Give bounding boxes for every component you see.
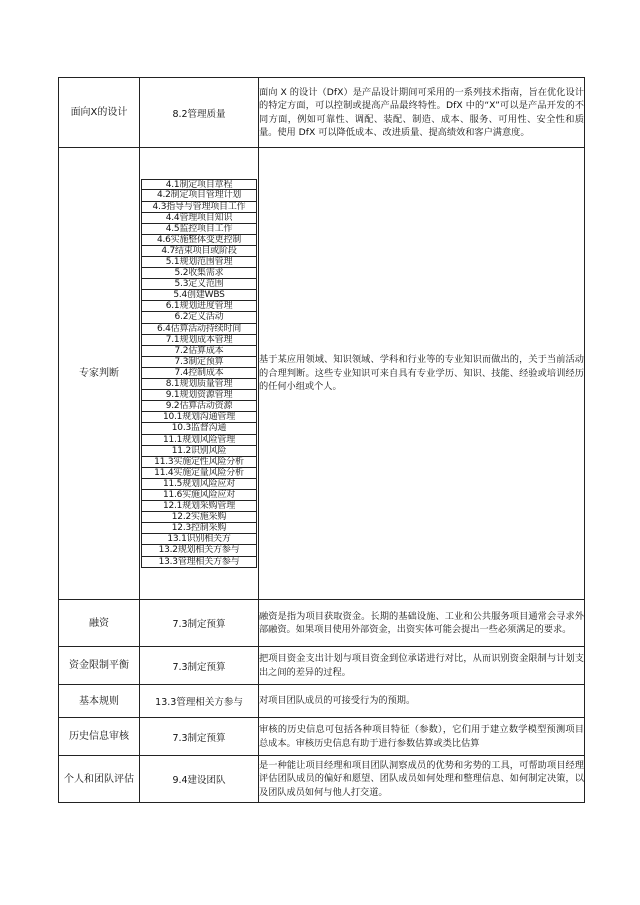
process-item: 5.4创建WBS (141, 290, 257, 301)
technique-description: 融资是指为项目获取资金。长期的基础设施、工业和公共服务项目通常会寻求外部融资。如果项目使用外部资金，出资实体可能会提出一些必须满足的要求。 (259, 600, 585, 647)
process-name: 7.3制定预算 (140, 600, 259, 647)
process-name: 8.2管理质量 (140, 78, 259, 148)
technique-description: 把项目资金支出计划与项目资金到位承诺进行对比，从而识别资金限制与计划支出之间的差异的过程。 (259, 647, 585, 685)
process-item: 12.3控制采购 (141, 523, 257, 534)
process-item: 11.3实施定性风险分析 (141, 457, 257, 468)
table-row (59, 148, 585, 600)
process-item: 7.2估算成本 (141, 346, 257, 357)
technique-name: 个人和团队评估 (59, 756, 140, 803)
process-item: 6.4估算活动持续时间 (141, 324, 257, 335)
technique-description: 对项目团队成员的可接受行为的预期。 (259, 685, 585, 718)
process-name: 9.4建设团队 (140, 756, 259, 803)
process-item: 9.2估算活动资源 (141, 401, 257, 412)
tools-techniques-table (58, 77, 585, 803)
technique-description: 面向 X 的设计（DfX）是产品设计期间可采用的一系列技术指南，旨在优化设计的特定方面，可以控制或提高产品最终特性。DfX 中的“X”可以是产品开发的不同方面，例如可靠性、调配、装配、制造、成本、服务、可用性、安全性和质量。使用 DfX 可以降低成本、改进质量、提高绩效和客户满意度。 (259, 78, 585, 148)
table-row (59, 600, 585, 647)
process-item: 10.1规划沟通管理 (141, 412, 257, 423)
process-item: 10.3监督沟通 (141, 423, 257, 434)
process-item: 11.4实施定量风险分析 (141, 468, 257, 479)
technique-name: 面向X的设计 (59, 78, 140, 148)
process-item: 4.6实施整体变更控制 (141, 235, 257, 246)
process-item: 5.2收集需求 (141, 268, 257, 279)
process-list (141, 179, 257, 567)
process-name: 7.3制定预算 (140, 718, 259, 756)
table-row (59, 78, 585, 148)
process-item: 11.2识别风险 (141, 446, 257, 457)
process-item: 8.1规划质量管理 (141, 379, 257, 390)
table-row (59, 685, 585, 718)
process-item: 13.2规划相关方参与 (141, 545, 257, 556)
table-row (59, 718, 585, 756)
process-item: 4.2制定项目管理计划 (141, 190, 257, 201)
process-name: 7.3制定预算 (140, 647, 259, 685)
process-item: 4.7结束项目或阶段 (141, 246, 257, 257)
technique-description: 基于某应用领域、知识领域、学科和行业等的专业知识而做出的，关于当前活动的合理判断。这些专业知识可来自具有专业学历、知识、技能、经验或培训经历的任何小组或个人。 (259, 148, 585, 600)
process-item: 5.1规划范围管理 (141, 257, 257, 268)
process-item: 7.4控制成本 (141, 368, 257, 379)
technique-description: 审核的历史信息可包括各种项目特征（参数），它们用于建立数学模型预测项目总成本。审核历史信息有助于进行参数估算或类比估算 (259, 718, 585, 756)
process-item: 9.1规划资源管理 (141, 390, 257, 401)
process-item: 4.1制定项目章程 (141, 179, 257, 190)
technique-description: 是一种能让项目经理和项目团队洞察成员的优势和劣势的工具，可帮助项目经理评估团队成员的偏好和愿望、团队成员如何处理和整理信息、如何制定决策，以及团队成员如何与他人打交道。 (259, 756, 585, 803)
technique-name: 资金限制平衡 (59, 647, 140, 685)
process-item: 12.1规划采购管理 (141, 501, 257, 512)
process-item: 5.3定义范围 (141, 279, 257, 290)
process-item: 7.3制定预算 (141, 357, 257, 368)
table-row (59, 647, 585, 685)
table-row (59, 756, 585, 803)
process-name: 13.3管理相关方参与 (140, 685, 259, 718)
process-item: 4.5监控项目工作 (141, 224, 257, 235)
process-item: 11.6实施风险应对 (141, 490, 257, 501)
process-item: 13.1识别相关方 (141, 534, 257, 545)
process-item: 13.3管理相关方参与 (141, 557, 257, 568)
process-item: 7.1规划成本管理 (141, 335, 257, 346)
process-item: 6.2定义活动 (141, 312, 257, 323)
technique-name: 融资 (59, 600, 140, 647)
technique-name: 专家判断 (59, 148, 140, 600)
process-item: 4.3指导与管理项目工作 (141, 202, 257, 213)
process-item: 11.1规划风险管理 (141, 435, 257, 446)
process-list-cell (140, 148, 259, 600)
process-item: 4.4管理项目知识 (141, 213, 257, 224)
process-item: 11.5规划风险应对 (141, 479, 257, 490)
technique-name: 基本规则 (59, 685, 140, 718)
technique-name: 历史信息审核 (59, 718, 140, 756)
process-item: 6.1规划进度管理 (141, 301, 257, 312)
process-item: 12.2实施采购 (141, 512, 257, 523)
